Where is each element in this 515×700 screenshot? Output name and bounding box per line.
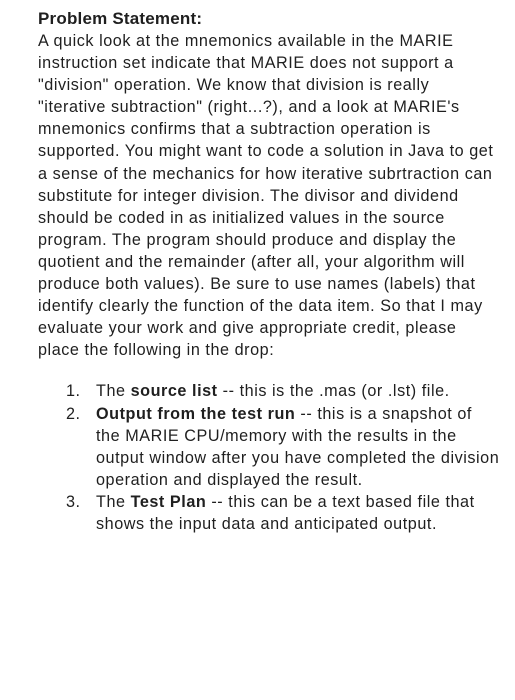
item-number: 3. (66, 492, 81, 511)
item-bold-label: Test Plan (130, 492, 207, 511)
deliverables-list (38, 380, 501, 535)
problem-body: A quick look at the mnemonics available in the MARIE instruction set indicate that MARIE does not support a "division" operation. We know that division is really "iterative subtraction" (right...?), and a look at MARIE's mnemonics confirms that a subtraction operation is supported. You might want to code a solution in Java to get a sense of the mechanics for how iterative subrtraction can substitute for integer division. The divisor and dividend should be coded in as initialized values in the source program. The program should produce and display the quotient and the remainder (after all, your algorithm will produce both values). Be sure to use names (labels) that identify clearly the function of the data item. So that I may evaluate your work and give appropriate credit, please place the following in the drop: (38, 32, 494, 360)
problem-heading: Problem Statement: (38, 9, 203, 28)
item-description: -- this can be a text based file that shows the input data and anticipated output. (96, 492, 475, 533)
list-item-test-output (38, 403, 501, 491)
item-bold-label: Output from the test run (96, 404, 296, 423)
item-bold-label: source list (130, 382, 218, 401)
item-description: -- this is a snapshot of the MARIE CPU/memory with the results in the output window after you have completed the division operation and displayed the result. (96, 404, 500, 489)
item-description: -- this is the .mas (or .lst) file. (217, 382, 450, 401)
item-prefix: The (96, 492, 131, 511)
list-item-source-list (38, 380, 501, 402)
item-number: 1. (66, 382, 81, 401)
list-item-test-plan (38, 491, 501, 535)
item-prefix: The (96, 382, 131, 401)
item-number: 2. (66, 404, 81, 423)
